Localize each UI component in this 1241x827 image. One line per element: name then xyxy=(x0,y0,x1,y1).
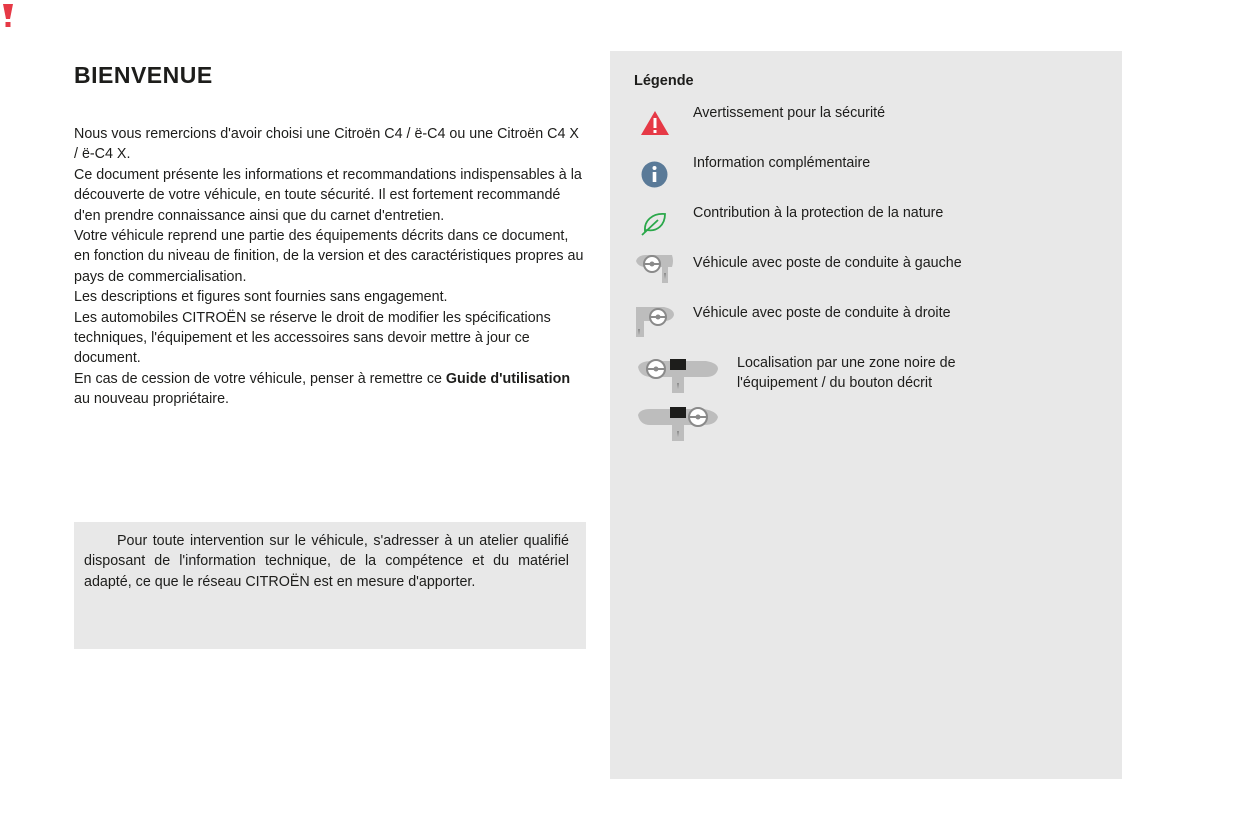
legend-title: Légende xyxy=(634,73,694,89)
legend-panel xyxy=(610,51,1122,779)
legend-item-label: Véhicule avec poste de conduite à gauche xyxy=(693,255,962,271)
intro-paragraph: Votre véhicule reprend une partie des équipements décrits dans ce document, en fonction du niveau de finition, de la version et des caractéristiques propres au pays de commercialisation. xyxy=(74,228,584,285)
legend-item-label: Localisation par une zone noire de l'équipement / du bouton décrit xyxy=(737,355,956,392)
workshop-warning-text: Pour toute intervention sur le véhicule, s'adresser à un atelier qualifié disposant de l'information technique, de la compétence et du matériel adapté, ce que le réseau CITROËN est en mesure d'apporter. xyxy=(84,533,569,590)
handover-text: En cas de cession de votre véhicule, penser à remettre ce xyxy=(74,370,446,387)
dashboard-location-icon xyxy=(636,403,720,443)
intro-paragraph: Nous vous remercions d'avoir choisi une Citroën C4 / ë-C4 ou une Citroën C4 X / ë-C4 X. xyxy=(74,126,579,163)
guide-name: Guide d'utilisation xyxy=(445,370,571,387)
intro-paragraph: Les descriptions et figures sont fournies sans engagement. xyxy=(74,289,448,306)
workshop-warning-box xyxy=(74,522,586,649)
page-title: BIENVENUE xyxy=(74,62,213,88)
intro-text xyxy=(74,124,584,410)
legend-item-label: Avertissement pour la sécurité xyxy=(693,105,886,121)
handover-text-end: au nouveau propriétaire. xyxy=(74,391,229,408)
handover-paragraph xyxy=(74,369,584,410)
leaf-icon xyxy=(640,209,668,237)
dashboard-location-icon xyxy=(636,355,720,395)
legend-item-label: Information complémentaire xyxy=(693,155,871,171)
left-hand-drive-icon xyxy=(634,253,676,285)
exclamation-icon xyxy=(0,0,16,30)
right-hand-drive-icon xyxy=(634,305,676,339)
intro-paragraph: Les automobiles CITROËN se réserve le droit de modifier les spécifications techniques, l'équipement et les accessoires sans devoir mettre à jour ce document. xyxy=(74,309,551,367)
warning-triangle-icon xyxy=(640,109,670,137)
legend-item-label: Véhicule avec poste de conduite à droite xyxy=(693,305,951,321)
legend-item-label: Contribution à la protection de la nature xyxy=(693,205,944,221)
intro-paragraph: Ce document présente les informations et recommandations indispensables à la découverte de votre véhicule, en toute sécurité. Il est fortement recommandé d'en prendre connaissance ainsi que du carnet d'entretien. xyxy=(74,166,582,224)
info-icon xyxy=(641,161,668,188)
